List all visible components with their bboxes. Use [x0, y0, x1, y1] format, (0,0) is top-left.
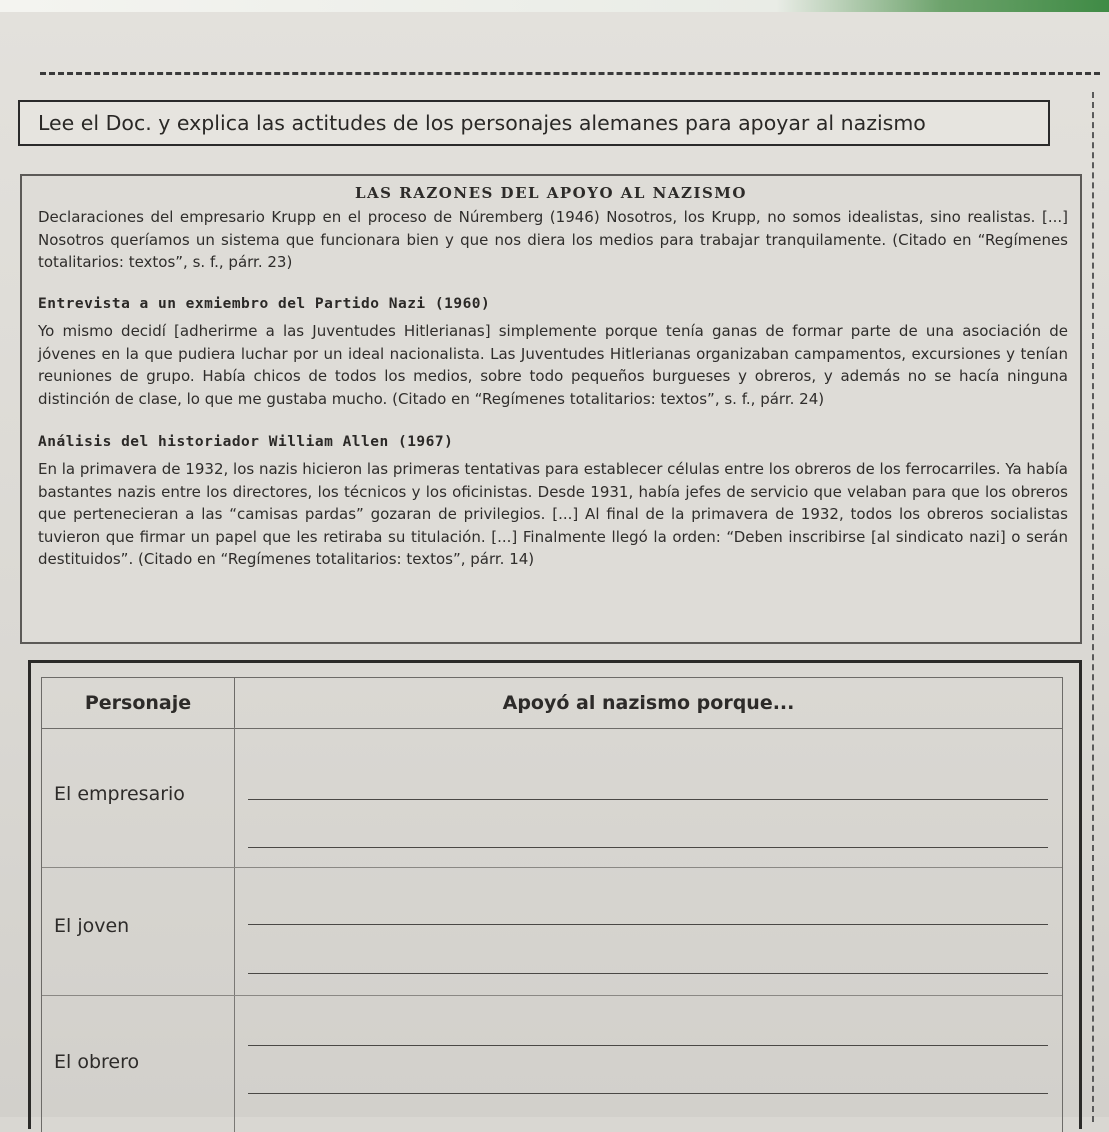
- answer-line[interactable]: [248, 973, 1048, 974]
- answer-line[interactable]: [248, 799, 1048, 800]
- dashed-margin: [1092, 92, 1094, 1122]
- interview-heading: Entrevista a un exmiembro del Partido Nazi (1960): [38, 296, 491, 312]
- row-divider: [42, 867, 1062, 868]
- row-label-joven: El joven: [54, 915, 130, 937]
- krupp-statement: Declaraciones del empresario Krupp en el proceso de Núremberg (1946) Nosotros, los Krupp, no somos idealistas, sino realistas. [...] Nosotros queríamos un sistema que funcionara bien y que nos diera los medios para trabajar tranquilamente. (Citado en “Regímenes totalitarios: textos”, s. f., párr. 23): [38, 208, 1068, 271]
- column-divider: [234, 727, 235, 1132]
- answer-table: [28, 660, 1082, 1129]
- answer-line[interactable]: [248, 924, 1048, 925]
- table-header: [41, 677, 1063, 729]
- table-body: [41, 727, 1063, 1132]
- worker-analysis: En la primavera de 1932, los nazis hicieron las primeras tentativas para establecer células entre los obreros de los ferrocarriles. Ya había bastantes nazis entre los directores, los técnicos y los oficinistas. Desde 1931, había jefes de servicio que velaban para que los obreros que pertenecieran a las “camisas pardas” gozaran de privilegios. [...] Al final de la primavera de 1932, todos los obreros socialistas tuvieron que firmar un papel que les retiraba su titulación. [...] Finalmente llegó la orden: “Deben inscribirse [al sindicato nazi] o serán destituidos”. (Citado en “Regímenes totalitarios: textos”, párr. 14): [38, 460, 1068, 568]
- header-reason: Apoyó al nazismo porque...: [502, 692, 795, 714]
- row-label-empresario: El empresario: [54, 783, 185, 805]
- row-label-obrero: El obrero: [54, 1051, 140, 1073]
- row-divider: [42, 995, 1062, 996]
- photo-top-edge: [0, 0, 1109, 12]
- document-title: LAS RAZONES DEL APOYO AL NAZISMO: [355, 184, 747, 202]
- instruction-box: [18, 100, 1050, 146]
- header-personaje: Personaje: [42, 678, 235, 728]
- answer-line[interactable]: [248, 1093, 1048, 1094]
- instruction-text: Lee el Doc. y explica las actitudes de los personajes alemanes para apoyar al nazismo: [38, 111, 926, 135]
- answer-line[interactable]: [248, 1045, 1048, 1046]
- worksheet-page: [0, 12, 1109, 1117]
- answer-line[interactable]: [248, 847, 1048, 848]
- historian-heading: Análisis del historiador William Allen (1967): [38, 434, 454, 450]
- youth-testimony: Yo mismo decidí [adherirme a las Juventudes Hitlerianas] simplemente porque tenía ganas de formar parte de una asociación de jóvenes en la que pudiera luchar por un ideal nacionalista. Las Juventudes Hitlerianas organizaban campamentos, excursiones y tenían reuniones de grupo. Había chicos de todos los medios, sobre todo pequeños burgueses y obreros, y además no se hacía ninguna distinción de clase, lo que me gustaba mucho. (Citado en “Regímenes totalitarios: textos”, s. f., párr. 24): [38, 322, 1068, 408]
- source-document: [20, 174, 1082, 644]
- dashed-divider: [40, 72, 1100, 75]
